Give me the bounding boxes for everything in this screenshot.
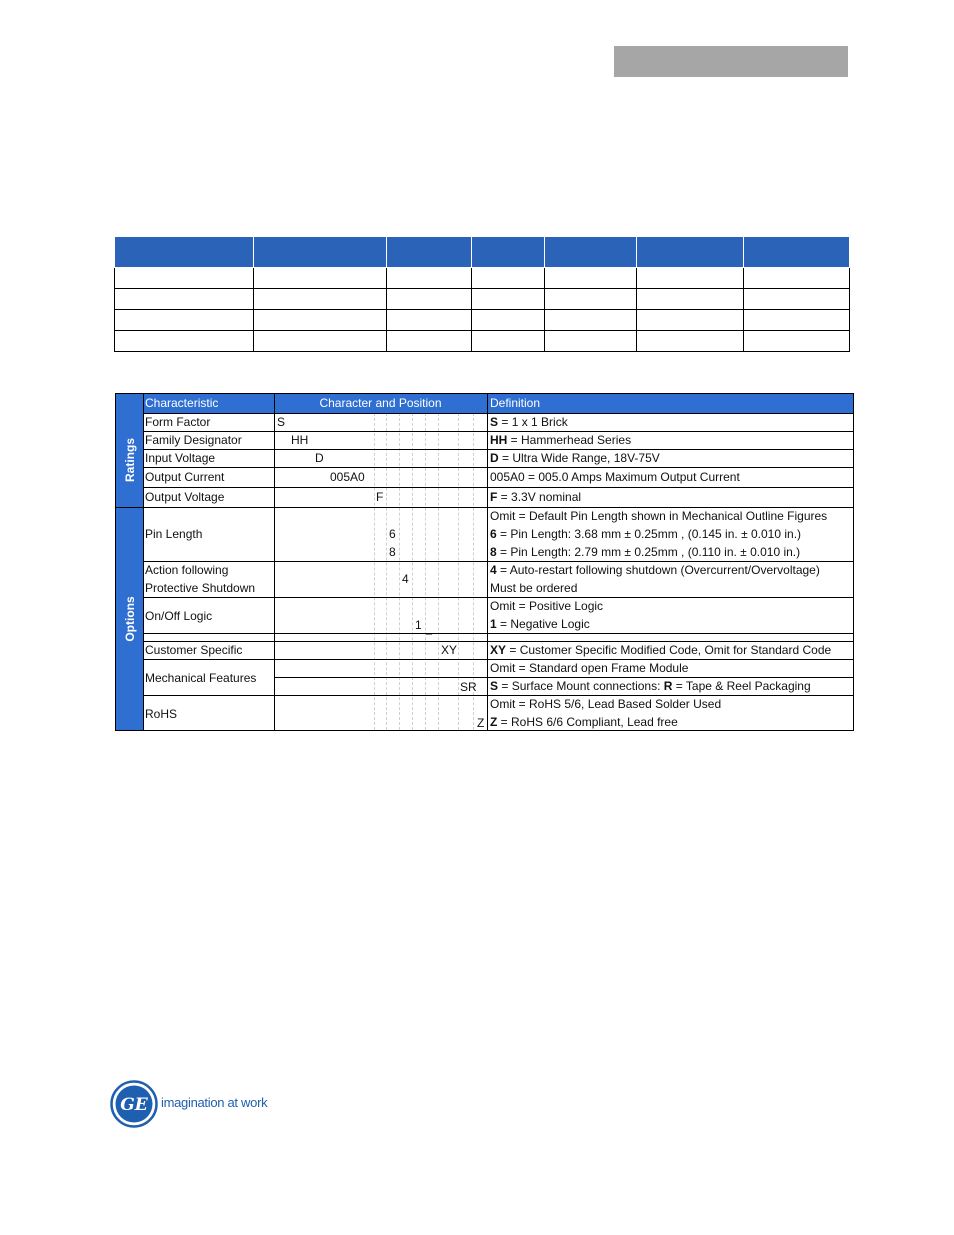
code-mechanical: SR [460,680,477,694]
code-output-voltage: F [376,490,384,504]
ordering-header-cell [637,237,744,268]
table-row [115,289,850,310]
code-output-current: 005A0 [330,470,365,484]
code-form-factor: S [277,415,286,429]
position-gridline [412,413,413,730]
ordering-header-cell [387,237,472,268]
def-rohs-omit: Omit = RoHS 5/6, Lead Based Solder Used [490,697,722,711]
def-onoff-omit: Omit = Positive Logic [490,599,604,613]
row-onoff-name: On/Off Logic [145,609,213,623]
group-options-label: Options [122,596,137,642]
column-divider [487,394,488,730]
code-pin-length-6: 6 [389,527,396,541]
row-action-name-line1: Action following [145,563,229,577]
table-row [115,310,850,331]
row-form-factor-name: Form Factor [145,415,211,429]
def-pin-length-6: 6 = Pin Length: 3.68 mm ± 0.25mm , (0.145 in. ± 0.010 in.) [490,527,802,541]
code-onoff: 1 [415,618,422,632]
def-family: HH = Hammerhead Series [490,433,632,447]
table-row [115,331,850,352]
def-customer: XY = Customer Specific Modified Code, Omit for Standard Code [490,643,832,657]
header-character-position: Character and Position [274,394,487,413]
ge-monogram-icon [110,1080,158,1128]
ordering-table [114,236,850,352]
table-row [115,268,850,289]
ordering-header-cell [545,237,637,268]
ordering-header-cell [472,237,545,268]
code-customer: XY [441,643,458,657]
ordering-header-cell [744,237,850,268]
group-ratings-label: Ratings [122,437,137,483]
position-gridline [425,413,426,730]
header-corner [116,394,143,413]
row-rohs-name: RoHS [145,707,178,721]
row-input-voltage-name: Input Voltage [145,451,216,465]
row-output-current-name: Output Current [145,470,225,484]
ordering-table-header [115,237,850,268]
def-action-line2: Must be ordered [490,581,578,595]
def-form-factor: S = 1 x 1 Brick [490,415,568,429]
def-pin-length-8: 8 = Pin Length: 2.79 mm ± 0.25mm , (0.110 in. ± 0.010 in.) [490,545,801,559]
code-input-voltage: D [315,451,324,465]
def-action-line1: 4 = Auto-restart following shutdown (Overcurrent/Overvoltage) [490,563,820,577]
position-gridline [374,413,375,730]
column-divider [274,394,275,730]
code-family: HH [291,433,309,447]
code-definition-table [115,393,854,731]
header-bar [614,46,848,77]
ordering-header-cell [254,237,387,268]
ordering-header-cell [115,237,254,268]
def-output-current: 005A0 = 005.0 Amps Maximum Output Current [490,470,740,484]
position-gridline [386,413,387,730]
group-ratings [116,413,143,507]
row-output-voltage-name: Output Voltage [145,490,225,504]
svg-text:GE: GE [120,1095,148,1115]
code-separator: – [426,628,433,640]
def-mechanical-sr: S = Surface Mount connections: R = Tape & Reel Packaging [490,679,811,693]
column-divider [143,394,144,730]
def-output-voltage: F = 3.3V nominal [490,490,582,504]
position-gridline [399,413,400,730]
position-gridline [438,413,439,730]
def-onoff-negative: 1 = Negative Logic [490,617,590,631]
row-action-name-line2: Protective Shutdown [145,581,256,595]
row-customer-name: Customer Specific [145,643,243,657]
tagline: imagination at work [161,1095,268,1110]
ge-logo [110,1080,158,1133]
row-pin-length-name: Pin Length [145,527,203,541]
position-gridline [458,413,459,730]
def-pin-length-omit: Omit = Default Pin Length shown in Mechanical Outline Figures [490,509,828,523]
row-divider [143,633,853,634]
row-family-name: Family Designator [145,433,242,447]
def-mechanical-omit: Omit = Standard open Frame Module [490,661,689,675]
row-mechanical-name: Mechanical Features [145,671,257,685]
header-characteristic: Characteristic [143,394,274,413]
def-rohs-z: Z = RoHS 6/6 Compliant, Lead free [490,715,678,729]
group-options [116,508,143,730]
code-pin-length-8: 8 [389,545,396,559]
def-input-voltage: D = Ultra Wide Range, 18V-75V [490,451,660,465]
code-rohs: Z [477,716,485,730]
code-action: 4 [402,572,409,586]
header-definition: Definition [487,394,853,413]
